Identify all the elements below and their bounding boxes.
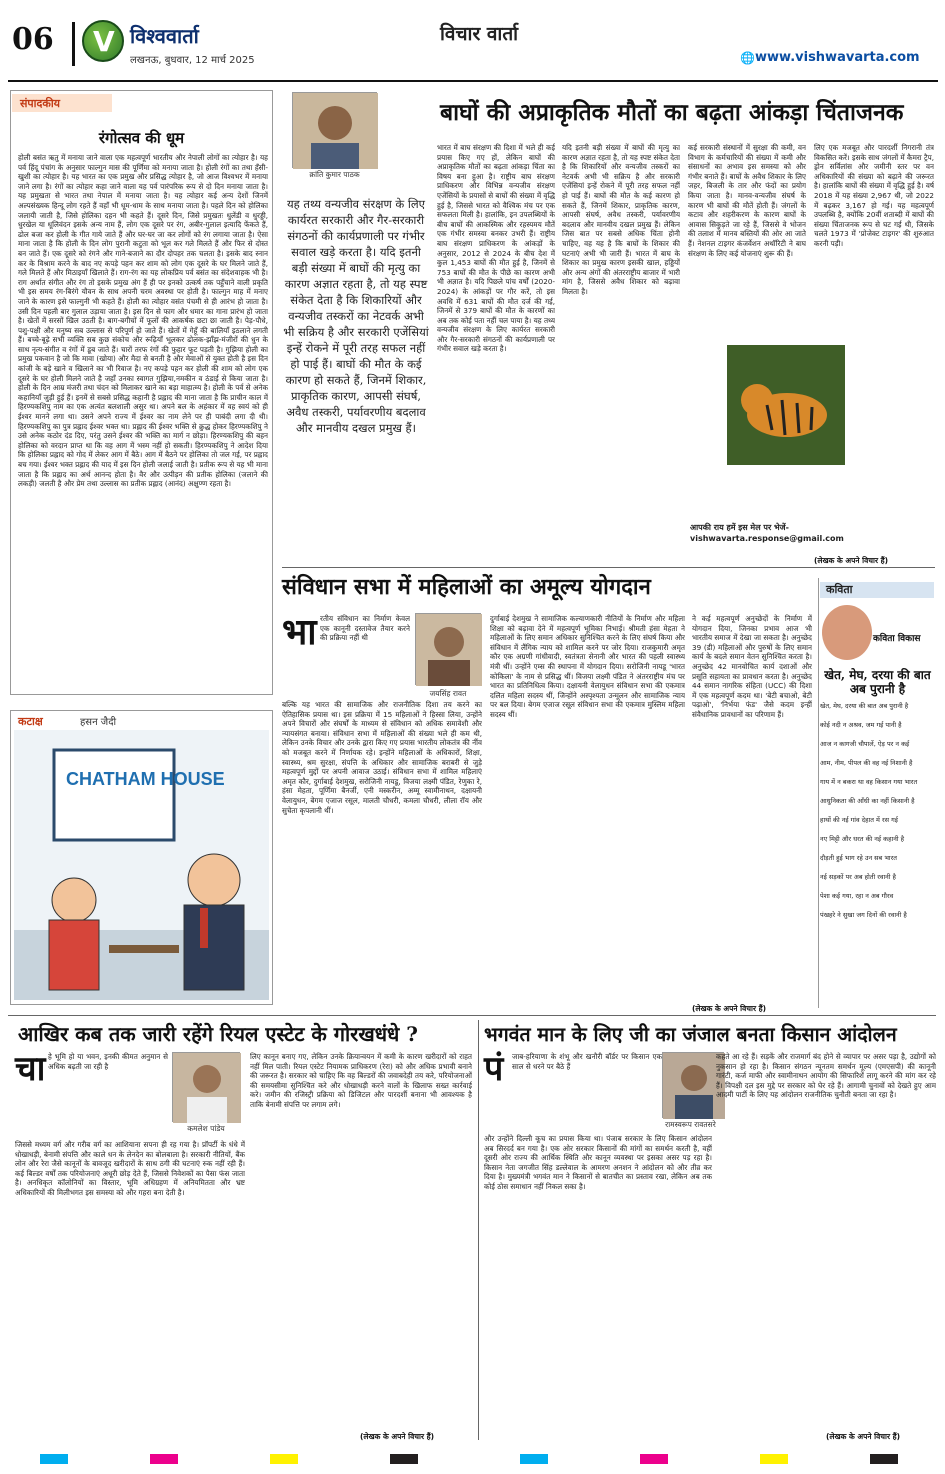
- pull-quote: यह तथ्य वन्यजीव संरक्षण के लिए कार्यरत सरकारी और गैर-सरकारी संगठनों की कार्यप्रणाली पर गंभीर सवाल खड़े करता है। यदि इतनी बड़ी संख्या में बाघों की मृत्यु का कारण अज्ञात रहता है, तो यह स्पष्ट संकेत देता है कि शिकारियों और वन्यजीव तस्करों का नेटवर्क अभी भी सक्रिय है और सरकारी एजेंसियां इन्हें रोकने में पूरी तरह सफल नहीं हो पाई हैं। बाघों की मौत के कई कारण हो सकते हैं, जिनमें शिकार, प्राकृतिक कारण, आपसी संघर्ष, अवैध तस्करी, पर्यावरणीय बदलाव और मानवीय दखल प्रमुख हैं।: [283, 197, 429, 435]
- cartoon-image: [14, 730, 269, 1000]
- article-column: लिए कानून बनाए गए, लेकिन उनके क्रियान्वयन में कमी के कारण खरीदारों को राहत नहीं मिल पाती। रियल एस्टेट नियामक प्राधिकरण (रेरा) को और अधिक प्रभावी बनाने की जरूरत है। सरकार को चाहिए कि वह बिल्डरों की जवाबदेही तय करे, परियोजनाओं की समयसीमा सुनिश्चित करे और धोखाधड़ी करने वालों के खिलाफ सख्त कार्रवाई करे। जमीन की रजिस्ट्री प्रक्रिया को डिजिटल और पारदर्शी बनाना भी आवश्यक है ताकि बेनामी संपत्ति पर लगाम लगे।: [250, 1052, 472, 1109]
- section-title: विचार वार्ता: [440, 23, 519, 45]
- article-column: दुर्गाबाई देशमुख ने सामाजिक कल्याणकारी नीतियों के निर्माण और महिला शिक्षा को बढ़ावा देने में महत्वपूर्ण भूमिका निभाई। श्रीमती हंसा मेहता ने महिलाओं के लिए समान अधिकार सुनिश्चित करने के लिए संघर्ष किया और संविधान में लैंगिक न्याय को शामिल करने पर जोर दिया। राजकुमारी अमृत कौर एक अग्रणी गांधीवादी, स्वतंत्रता सेनानी और भारत की पहली स्वास्थ्य मंत्री थीं। उन्होंने एम्स की स्थापना में योगदान दिया। सरोजिनी नायडू 'भारत कोकिला' के नाम से प्रसिद्ध थीं। विजया लक्ष्मी पंडित ने अंतरराष्ट्रीय मंच पर भारत का प्रतिनिधित्व किया। दक्षायनी वेलायुधन संविधान सभा की एकमात्र दलित महिला सदस्य थीं, जिन्होंने अस्पृश्यता उन्मूलन और सामाजिक न्याय पर बल दिया। बेगम एजाज रसूल संविधान सभा की एकमात्र मुस्लिम महिला सदस्य थीं।: [490, 614, 685, 719]
- header-rule: [8, 80, 938, 82]
- editorial-label: संपादकीय: [12, 94, 112, 112]
- page-number: 06: [12, 22, 54, 57]
- color-registration-bar: [0, 1447, 945, 1474]
- website-link[interactable]: www.vishwavarta.com: [755, 50, 920, 65]
- registration-swatch: [870, 1454, 898, 1464]
- poem-line: आज न कागजी चौपालें, ऐड़ पर न कई: [820, 740, 910, 748]
- drop-cap: भा: [282, 611, 317, 653]
- section-rule: [8, 1015, 936, 1016]
- poem-line: पंखहरे ने सुखा जग दिनों की रवानी है: [820, 911, 907, 919]
- constitution-headline: संविधान सभा में महिलाओं का अमूल्य योगदान: [282, 574, 651, 600]
- author-name: जयसिंह रावत: [429, 689, 467, 698]
- poem-line: आधुनिकता की आँधी का नहीं किसानी है: [820, 797, 915, 805]
- poem-line: कोई नदी न अश्रव, जम गई पानी है: [820, 721, 902, 729]
- poem-line: नई सड़कों पर अब होती रवानी है: [820, 873, 896, 881]
- editorial-title: रंगोत्सव की धूम: [98, 129, 185, 147]
- author-photo: [292, 92, 377, 168]
- poem-line: दौड़ती हुई भाग रहे उन सब भारत: [820, 854, 897, 862]
- poet-name: कविता विकास: [873, 634, 921, 644]
- registration-swatch: [150, 1454, 178, 1464]
- cartoonist-name: हसन जैदी: [80, 717, 117, 728]
- author-disclaimer: (लेखक के अपने विचार हैं): [692, 1004, 767, 1013]
- registration-swatch: [390, 1454, 418, 1464]
- article-column: जिससे मध्यम वर्ग और गरीब वर्ग का आशियाना सपना ही रह गया है। प्रॉपर्टी के धंधे में धोखाधड़ी, बेनामी संपत्ति और काले धन के लेनदेन का बोलबाला है। सरकारी नीतियों, बैंक लोन और रेरा जैसे कानूनों के बावजूद खरीदारों के साथ ठगी की घटनाएं रुक नहीं रही हैं। कई बिल्डर वर्षों तक परियोजनाएं अधूरी छोड़ देते हैं, जिससे निवेशकों का पैसा फंस जाता है। अनधिकृत कॉलोनियों का विस्तार, भूमि अधिग्रहण में अनियमितता और भ्रष्ट अधिकारियों की मिलीभगत इस समस्या को और गहरा बना देती है।: [15, 1140, 245, 1197]
- author-disclaimer: (लेखक के अपने विचार हैं): [814, 556, 889, 565]
- article-column: जाब-हरियाणा के शंभू और खनौरी बॉर्डर पर किसान एक साल से धरने पर बैठे हैं: [512, 1052, 662, 1071]
- registration-swatch: [640, 1454, 668, 1464]
- tiger-headline: बाघों की अप्राकृतिक मौतों का बढ़ता आंकड़ा चिंताजनक: [440, 99, 904, 126]
- author-name: कमलेश पांडेय: [187, 1124, 225, 1133]
- dateline: लखनऊ, बुधवार, 12 मार्च 2025: [130, 55, 255, 66]
- article-column: ने कई महत्वपूर्ण अनुच्छेदों के निर्माण में योगदान दिया, जिनका प्रभाव आज भी भारतीय समाज में देखा जा सकता है। अनुच्छेद 39 (डी) महिलाओं और पुरुषों के लिए समान कार्य के बदले समान वेतन सुनिश्चित करता है। अनुच्छेद 42 मानवोचित कार्य दशाओं और प्रसूति सहायता का प्रावधान करता है। अनुच्छेद 44 समान नागरिक संहिता (UCC) की दिशा में एक महत्वपूर्ण कदम था। 'बेटी बचाओ, बेटी पढ़ाओ', 'निर्भया फंड' जैसे कदम इन्हीं संवैधानिक प्रावधानों का परिणाम हैं।: [692, 614, 812, 719]
- author-name: रामस्वरूप रावतसरे: [665, 1120, 716, 1129]
- vishwavarta-logo-icon: V: [82, 20, 124, 62]
- article-column: हे भूमि हो या भवन, इनकी कीमत अनुमान से अधिक बढ़ती जा रही है: [48, 1052, 168, 1071]
- poem-label: कविता: [820, 582, 934, 598]
- article-column: भारत में बाघ संरक्षण की दिशा में भले ही कई प्रयास किए गए हों, लेकिन बाघों की अप्राकृतिक मौतों का बढ़ता आंकड़ा चिंता का विषय बना हुआ है। राष्ट्रीय बाघ संरक्षण प्राधिकरण और विभिन्न वन्यजीव संरक्षण एजेंसियों के प्रयासों से बाघों की संख्या में वृद्धि हुई है, जिससे भारत को वैश्विक मंच पर एक सफलता मिली है। हालांकि, इन उपलब्धियों के बीच बाघों की आकस्मिक और रहस्यमय मौतें एक गंभीर समस्या बनकर उभरी हैं। राष्ट्रीय बाघ संरक्षण प्राधिकरण के आंकड़ों के अनुसार, 2012 से 2024 के बीच देश में कुल 1,453 बाघों की मौत हुई है, जिनमें से 753 बाघों की मौत के पीछे का कारण अभी भी अज्ञात है। यदि पिछले पांच वर्षों (2020-2024) के आंकड़ों पर गौर करें, तो इस अवधि में 631 बाघों की मौत दर्ज की गई, जिनमें से 379 बाघों की मौत के कारणों का अब तक कोई पता नहीं चल पाया है। यह तथ्य वन्यजीव संरक्षण के लिए कार्यरत सरकारी और गैर-सरकारी संगठनों की कार्यप्रणाली पर गंभीर सवाल खड़े करता है।: [437, 143, 555, 354]
- article-column: लिए एक मजबूत और पारदर्शी निगरानी तंत्र विकसित करें। इसके साथ जंगलों में कैमरा ट्रैप, ड्रोन सर्विलांस और जमीनी स्तर पर वन अधिकारियों की संख्या को बढ़ाने की जरूरत है। हालांकि बाघों की संख्या में वृद्धि हुई है। वर्ष 2018 में यह संख्या 2,967 थी, जो 2022 में बढ़कर 3,167 हो गई। यह महत्वपूर्ण उपलब्धि है, क्योंकि 20वीं शताब्दी में बाघों की संख्या चिंताजनक रूप से घट गई थी, जिसके चलते 1973 में 'प्रोजेक्ट टाइगर' की शुरुआत करनी पड़ी।: [814, 143, 934, 248]
- article-column: बल्कि यह भारत की सामाजिक और राजनीतिक दिशा तय करने का ऐतिहासिक प्रयास था। इस प्रक्रिया में 15 महिलाओं ने हिस्सा लिया, उन्होंने अपने विचारों और संघर्षों के माध्यम से संविधान को अधिक समावेशी और न्यायसंगत बनाया। संविधान सभा में महिलाओं की संख्या भले ही कम थी, लेकिन उनके विचार और उनके द्वारा किए गए प्रयास भारतीय लोकतंत्र की नींव को मजबूत करने में निर्णायक रहे। इन्होंने महिलाओं के अधिकारों, शिक्षा, स्वास्थ्य, श्रम सुरक्षा, संपत्ति के अधिकार और सामाजिक बराबरी से जुड़े महत्वपूर्ण मुद्दों पर अपनी आवाज उठाई। संविधान सभा में शामिल महिलाएं अमृत कौर, दुर्गाबाई देशमुख, सरोजिनी नायडू, विजया लक्ष्मी पंडित, रेणुका रे, हंसा मेहता, पूर्णिमा बैनर्जी, एनी मस्करीन, अम्मू स्वामीनाथन, दक्षायनी वेलायुधन, बेगम एजाज रसूल, मालती चौधरी, कमला चौधरी, लीला रॉय और सुचेता कृपलानी थीं।: [282, 700, 482, 815]
- poem-title: खेत, मेघ, दरया की बात अब पुरानी है: [824, 668, 931, 696]
- author-photo: [662, 1052, 724, 1118]
- article-column: कई सरकारी संस्थानों में सुरक्षा की कमी, वन विभाग के कर्मचारियों की संख्या में कमी और संसाधनों का अभाव इस समस्या को और गंभीर बनाते हैं। बाघों के अवैध शिकार के लिए जहर, बिजली के तार और फंदों का प्रयोग किया जाता है। मानव-वन्यजीव संघर्ष के कारण भी बाघों की मौतें होती हैं। जंगलों के कटाव और शहरीकरण के कारण बाघों के आवास सिकुड़ते जा रहे हैं, जिससे वे भोजन की तलाश में मानव बस्तियों की ओर आ जाते हैं। नेशनल टाइगर कंजर्वेशन अथॉरिटी ने बाघ संरक्षण के लिए कई योजनाएं शुरू की हैं।: [688, 143, 806, 258]
- divider: [72, 22, 75, 66]
- editorial-body: होली बसंत ऋतु में मनाया जाने वाला एक महत्वपूर्ण भारतीय और नेपाली लोगों का त्योहार है। यह पर्व हिंदू पंचांग के अनुसार फाल्गुन मास की पूर्णिमा को मनाया जाता है। होली रंगों का तथा हँसी-खुशी का त्योहार है। यह भारत का एक प्रमुख और प्रसिद्ध त्योहार है, जो आज विश्वभर में मनाया जाने लगा है। रंगों का त्योहार कहा जाने वाला यह पर्व पारंपरिक रूप से दो दिन मनाया जाता है। यह प्रमुखता से भारत तथा नेपाल में मनाया जाता है। यह त्योहार कई अन्य देशों जिनमें अल्पसंख्यक हिन्दू लोग रहते हैं वहाँ भी धूम-धाम के साथ मनाया जाता है। पहले दिन को होलिका जलायी जाती है, जिसे होलिका दहन भी कहते हैं। दूसरे दिन, जिसे प्रमुखतः धुलेंडी व धुरड्डी, धुरखेल या धूलिवंदन इसके अन्य नाम हैं, लोग एक दूसरे पर रंग, अबीर-गुलाल इत्यादि फेंकते हैं, ढोल बजा कर होली के गीत गाये जाते हैं और घर-घर जा कर लोगों को रंग लगाया जाता है। ऐसा माना जाता है कि होली के दिन लोग पुरानी कटुता को भूल कर गले मिलते हैं और फिर से दोस्त बन जाते हैं। एक दूसरे को रंगने और गाने-बजाने का दौर दोपहर तक चलता है। इसके बाद स्नान कर के विश्राम करने के बाद नए कपड़े पहन कर शाम को लोग एक दूसरे के घर मिलने जाते हैं, गले मिलते हैं और मिठाइयाँ खिलाते हैं। राग-रंग का यह लोकप्रिय पर्व बसंत का संदेशवाहक भी है। राग अर्थात संगीत और रंग तो इसके प्रमुख अंग हैं ही पर इनको उत्कर्ष तक पहुँचाने वाली प्रकृति भी इस समय रंग-बिरंगे यौवन के साथ अपनी चरम अवस्था पर होती है। फाल्गुन माह में मनाए जाने के कारण इसे फाल्गुनी भी कहते हैं। होली का त्योहार वसंत पंचमी से ही आरंभ हो जाता है। उसी दिन पहली बार गुलाल उड़ाया जाता है। इस दिन से फाग और धमार का गाना प्रारंभ हो जाता है। खेतों में सरसों खिल उठती है। बाग-बगीचों में फूलों की आकर्षक छटा छा जाती है। पेड़-पौधे, पशु-पक्षी और मनुष्य सब उल्लास से परिपूर्ण हो जाते हैं। खेतों में गेहूँ की बालियाँ इठलाने लगती हैं। बच्चे-बूढ़े सभी व्यक्ति सब कुछ संकोच और रूढ़ियाँ भूलकर ढोलक-झाँझ-मंजीरों की धुन के साथ नृत्य-संगीत व रंगों में डूब जाते हैं। चारों तरफ रंगों की फुहार फूट पड़ती है। गुझिया होली का प्रमुख पकवान है जो कि मावा (खोया) और मैदा से बनती है और मेवाओं से युक्त होती है इस दिन कांजी के बड़े खाने व खिलाने का भी रिवाज है। नए कपड़े पहन कर होली की शाम को लोग एक दूसरे के घर होली मिलने जाते है जहाँ उनका स्वागत गुझिया,नमकीन व ठंडाई से किया जाता है। होली के दिन आम्र मंजरी तथा चंदन को मिलाकर खाने का बड़ा माहात्म्य है। होली के पर्व से अनेक कहानियाँ जुड़ी हुई हैं। इनमें से सबसे प्रसिद्ध कहानी है प्रह्लाद की माना जाता है कि प्राचीन काल में हिरण्यकशिपु नाम का एक अत्यंत बलशाली असुर था। अपने बल के अहंकार में वह स्वयं को ही ईश्वर मानने लगा था। उसने अपने राज्य में ईश्वर का नाम लेने पर ही पाबंदी लगा दी थी। हिरण्यकशिपु का पुत्र प्रह्लाद ईश्वर भक्त था। प्रह्लाद की ईश्वर भक्ति से क्रुद्ध होकर हिरण्यकशिपु ने उसे अनेक कठोर दंड दिए, परंतु उसने ईश्वर की भक्ति का मार्ग न छोड़ा। हिरण्यकशिपु की बहन होलिका को वरदान प्राप्त था कि वह आग में भस्म नहीं हो सकती। हिरण्यकशिपु ने आदेश दिया कि होलिका प्रह्लाद को गोद में लेकर आग में बैठे। आग में बैठने पर होलिका तो जल गई, पर प्रह्लाद बच गया। ईश्वर भक्त प्रह्लाद की याद में इस दिन होली जलाई जाती है। प्रतीक रूप से यह भी माना जाता है कि प्रह्लाद का अर्थ आनन्द होता है। वैर और उत्पीड़न की प्रतीक होलिका (जलाने की लकड़ी) जलती है और प्रेम तथा उल्लास का प्रतीक प्रह्लाद (आनंद) अक्षुण्ण रहता है।: [18, 153, 268, 489]
- registration-swatch: [760, 1454, 788, 1464]
- article-column: रतीय संविधान का निर्माण केवल एक कानूनी दस्तावेज तैयार करने की प्रक्रिया नहीं थी: [320, 614, 410, 643]
- poem-lines: [820, 697, 935, 925]
- poet-photo: [822, 605, 872, 660]
- registration-swatch: [270, 1454, 298, 1464]
- section-rule: [282, 567, 935, 568]
- article-column: और उन्होंने दिल्ली कूच का प्रयास किया था। पंजाब सरकार के लिए किसान आंदोलन अब सिरदर्द बन गया है। एक ओर सरकार किसानों की मांगों का समर्थन करती है, वहीं दूसरी ओर राज्य की आर्थिक स्थिति और कानून व्यवस्था पर इसका असर पड़ रहा है। किसान नेता जगजीत सिंह डल्लेवाल के आमरण अनशन ने आंदोलन को और तीव्र कर दिया है। मुख्यमंत्री भगवंत मान ने किसानों से बातचीत का प्रस्ताव रखा, लेकिन अब तक कोई ठोस समाधान नहीं निकल सका है।: [484, 1134, 712, 1191]
- author-disclaimer: (लेखक के अपने विचार हैं): [360, 1432, 435, 1441]
- article-column: कहते आ रहे हैं। सड़कें और राजमार्ग बंद होने से व्यापार पर असर पड़ा है, उद्योगों को नुकसान हो रहा है। किसान संगठन न्यूनतम समर्थन मूल्य (एमएसपी) की कानूनी गारंटी, कर्ज माफी और स्वामीनाथन आयोग की सिफारिशें लागू करने की मांग कर रहे हैं। विपक्षी दल इस मुद्दे पर सरकार को घेर रहे हैं। आगामी चुनावों को देखते हुए आम आदमी पार्टी के लिए यह आंदोलन राजनीतिक चुनौती बनता जा रहा है।: [716, 1052, 936, 1100]
- author-photo: [415, 613, 481, 685]
- poem-line: गाय में न बकरा था वह किसान गया भारत: [820, 778, 918, 786]
- poem-line: हाथों की नई गांव देहात में रस गई: [820, 816, 898, 824]
- brand-name: विश्ववार्ता: [130, 24, 199, 48]
- poem-line: नए मिट्टी और धरत की नई कहानी है: [820, 835, 905, 843]
- registration-swatch: [520, 1454, 548, 1464]
- reader-mail: आपकी राय हमें इस मेल पर भेजें- vishwavarta.response@gmail.com: [690, 523, 844, 543]
- author-name: क्रांति कुमार पाठक: [309, 170, 360, 179]
- registration-swatch: [40, 1454, 68, 1464]
- kataksh-label: कटाक्ष: [18, 715, 43, 728]
- poem-line: आम, नीम, पीपल की वह नई निशानी है: [820, 759, 913, 767]
- poem-line: खेत, मेघ, दरया की बात अब पुरानी है: [820, 702, 909, 710]
- column-rule: [478, 1020, 479, 1440]
- realestate-headline: आखिर कब तक जारी रहेंगे रियल एस्टेट के गोरखधंधे ?: [18, 1022, 418, 1046]
- drop-cap: चा: [15, 1049, 46, 1089]
- author-photo: [172, 1052, 240, 1122]
- author-disclaimer: (लेखक के अपने विचार हैं): [826, 1432, 901, 1441]
- globe-icon: 🌐: [740, 51, 755, 65]
- poem-line: पेशा कई गया, रहा न अब गौरव: [820, 892, 894, 900]
- drop-cap: पं: [484, 1049, 504, 1089]
- farmer-headline: भगवंत मान के लिए जी का जंजाल बनता किसान आंदोलन: [484, 1023, 897, 1046]
- cartoon-caption: CHATHAM HOUSE: [66, 769, 225, 789]
- article-column: यदि इतनी बड़ी संख्या में बाघों की मृत्यु का कारण अज्ञात रहता है, तो यह स्पष्ट संकेत देता है कि शिकारियों और वन्यजीव तस्करों का नेटवर्क अभी भी सक्रिय है और सरकारी एजेंसियां इन्हें रोकने में पूरी तरह सफल नहीं हो पाई हैं। बाघों की मौत के कई कारण हो सकते हैं, जिनमें शिकार, प्राकृतिक कारण, आपसी संघर्ष, अवैध तस्करी, पर्यावरणीय बदलाव और मानवीय दखल प्रमुख हैं। लेकिन जिस बात पर सबसे अधिक चिंता होनी चाहिए, वह यह है कि बाघों के शिकार की घटनाएं अभी भी जारी हैं। भारत में बाघ के शिकार का प्रमुख कारण इसकी खाल, हड्डियों और अन्य अंगों की अंतरराष्ट्रीय बाजार में भारी मांग है, जिससे अवैध शिकार को बढ़ावा मिलता है।: [562, 143, 680, 296]
